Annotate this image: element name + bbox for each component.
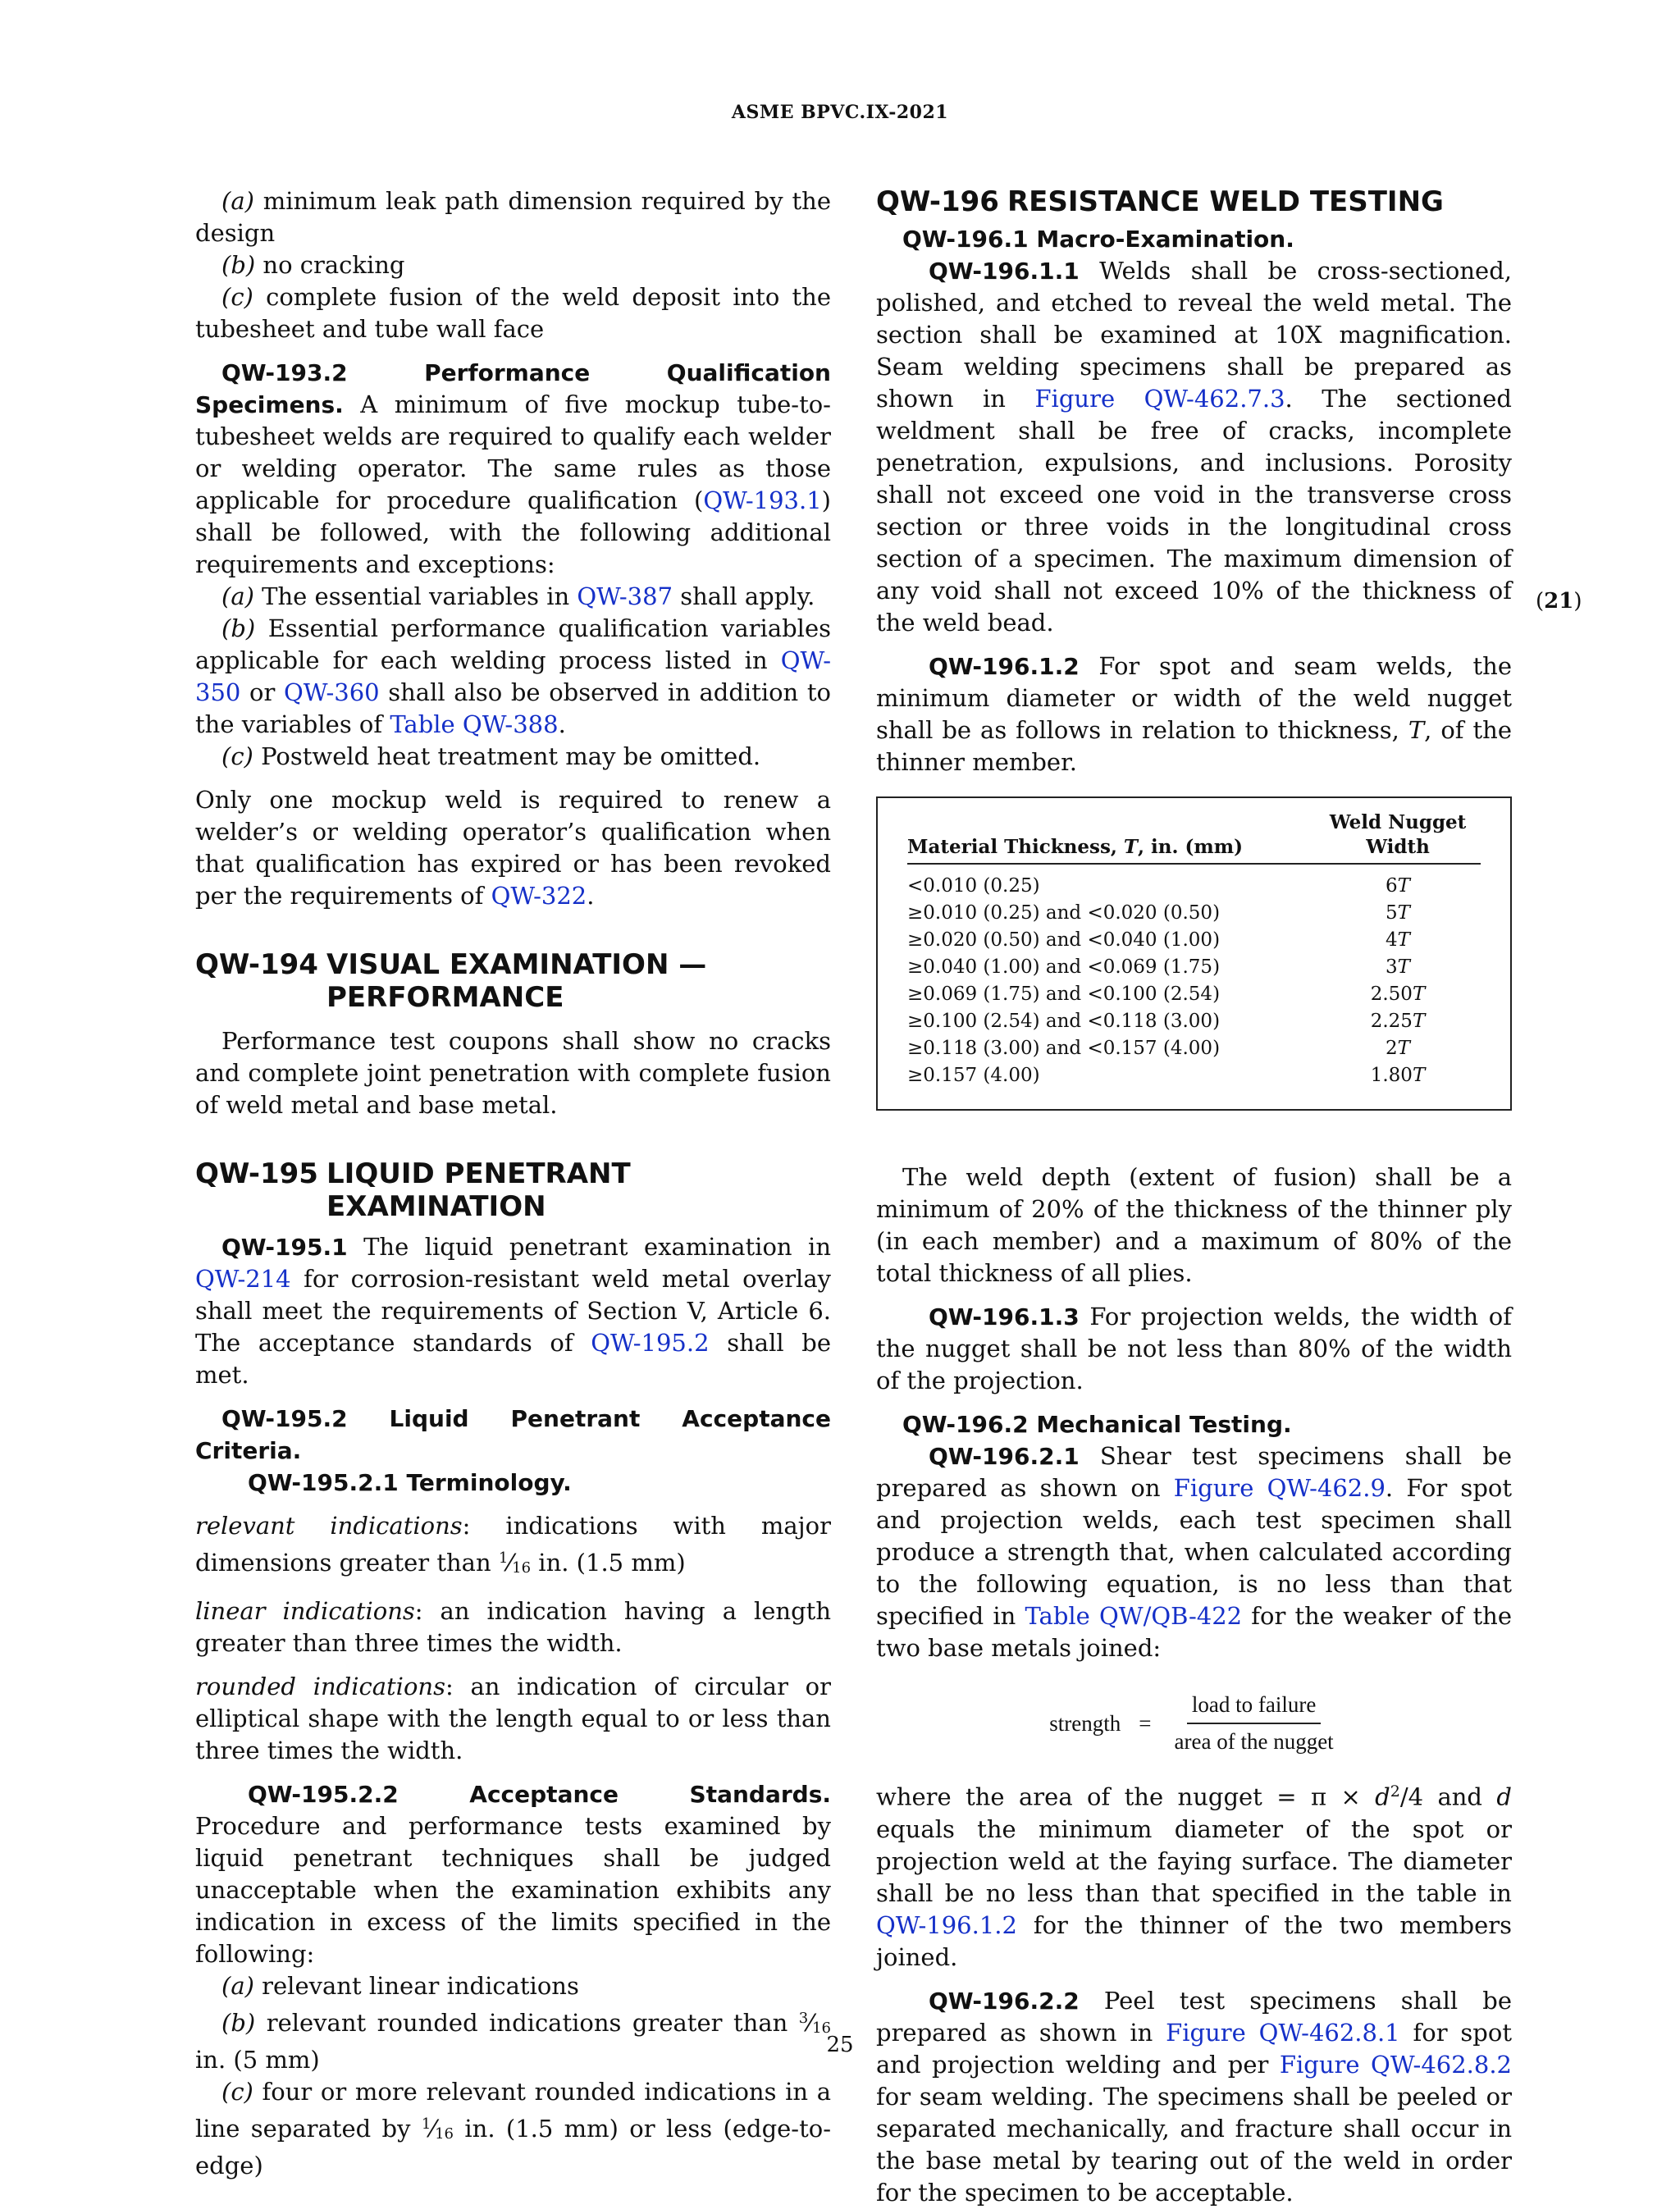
title-line: VISUAL EXAMINATION — bbox=[326, 948, 707, 981]
section-number: QW-195 bbox=[195, 1157, 318, 1190]
item-label: (a) bbox=[221, 582, 254, 610]
variable: T bbox=[1123, 836, 1139, 858]
text: for the weaker of the two base metals joined: bbox=[876, 1602, 1512, 1662]
section-number: QW-196 bbox=[876, 185, 999, 218]
width-cell bbox=[1315, 864, 1481, 900]
thickness-cell: ≥0.069 (1.75) and <0.100 (2.54) bbox=[907, 984, 1221, 1005]
qw-195-2-1-heading bbox=[195, 1467, 831, 1499]
frac-num: 1 bbox=[498, 1549, 509, 1567]
item-text: minimum leak path dimension required by the design bbox=[195, 187, 831, 247]
item-label: (a) bbox=[221, 187, 254, 215]
rounded-indications-definition bbox=[195, 1671, 831, 1767]
width-cell bbox=[1315, 927, 1481, 954]
term: linear indications bbox=[195, 1597, 415, 1625]
text: shall apply. bbox=[673, 582, 815, 610]
value: 1.80 bbox=[1370, 1065, 1413, 1086]
section-title bbox=[326, 948, 706, 1014]
equation-denominator: area of the nugget bbox=[1174, 1729, 1334, 1754]
qw-195-heading bbox=[195, 1157, 831, 1223]
qw-195-1-heading: QW-195.1 bbox=[221, 1234, 348, 1261]
text: in. (5 mm) bbox=[195, 2046, 320, 2074]
width-cell bbox=[1315, 1035, 1481, 1062]
link-qw-193-1[interactable]: QW-193.1 bbox=[703, 486, 822, 514]
text: where the area of the nugget = π × bbox=[876, 1782, 1376, 1811]
text: Width bbox=[1366, 836, 1430, 858]
text: Material Thickness, bbox=[907, 836, 1124, 858]
qw-196-1-heading bbox=[876, 223, 1512, 255]
fraction: $^1⁄_{16}$ bbox=[421, 2115, 454, 2143]
text: The liquid penetrant examination in bbox=[347, 1233, 831, 1261]
weld-depth-paragraph: The weld depth (extent of fusion) shall be a minimum of 20% of the thickness of the thinner ply (in each member) and a maximum of 80% of the total thickness of all plies. bbox=[876, 1163, 1512, 1287]
item-label: (b) bbox=[221, 2009, 256, 2037]
weld-nugget-table bbox=[876, 796, 1512, 1111]
list-item-c bbox=[195, 281, 831, 345]
revision-note: (21) bbox=[1536, 589, 1582, 614]
section-number: QW-194 bbox=[195, 948, 318, 981]
variable: T bbox=[1397, 929, 1410, 951]
list-item-b bbox=[195, 249, 831, 281]
qw-193-2-item-a bbox=[195, 581, 831, 613]
text: four or more relevant rounded indications in a line separated by bbox=[195, 2078, 831, 2143]
item-text: no cracking bbox=[255, 251, 405, 279]
qw-193-2-item-b bbox=[195, 613, 831, 741]
text: relevant linear indications bbox=[253, 1972, 579, 2000]
qw-196-2-heading bbox=[876, 1408, 1512, 1440]
list-item-a bbox=[195, 185, 831, 249]
text: The essential variables in bbox=[253, 582, 578, 610]
item-label: (c) bbox=[221, 742, 253, 770]
link-qw-195-2[interactable]: QW-195.2 bbox=[591, 1329, 710, 1357]
equation-lhs: strength bbox=[1049, 1710, 1121, 1736]
equals-sign: = bbox=[1139, 1710, 1152, 1736]
acceptance-item-c bbox=[195, 2076, 831, 2182]
running-header: ASME BPVC.IX-2021 bbox=[731, 102, 949, 123]
table-row bbox=[907, 981, 1481, 1008]
value: 2.25 bbox=[1370, 1011, 1413, 1032]
frac-den: 16 bbox=[435, 2125, 454, 2143]
text: for corrosion-resistant weld metal overlay shall meet the requirements of Section V, Article 6. The acceptance standards of bbox=[195, 1265, 831, 1357]
link-qw-350[interactable]: QW-350 bbox=[195, 646, 831, 706]
text: relevant rounded indications greater than bbox=[255, 2009, 799, 2037]
subheading: QW-195.2.1 Terminology. bbox=[248, 1469, 572, 1496]
text: Only one mockup weld is required to renew a welder’s or welding operator’s qualification when that qualification has expired or has been revoked per the requirements of bbox=[195, 786, 831, 910]
qw-196-2-1-heading: QW-196.2.1 bbox=[929, 1443, 1080, 1470]
value: 3 bbox=[1386, 956, 1398, 978]
width-cell bbox=[1315, 900, 1481, 927]
qw-196-1-3-paragraph bbox=[876, 1301, 1512, 1397]
nugget-area-paragraph bbox=[876, 1776, 1512, 1974]
section-title: RESISTANCE WELD TESTING bbox=[1007, 185, 1444, 218]
value: 6 bbox=[1386, 875, 1398, 897]
text: . bbox=[587, 882, 595, 910]
item-label: (b) bbox=[221, 614, 256, 642]
qw-193-2-heading: QW-193.2 Performance Qualification Specimens. bbox=[195, 359, 831, 418]
width-cell bbox=[1315, 1008, 1481, 1035]
qw-196-1-1-heading: QW-196.1.1 bbox=[929, 258, 1080, 285]
item-label: (c) bbox=[221, 283, 253, 311]
section-title: LIQUID PENETRANT EXAMINATION bbox=[326, 1157, 631, 1223]
thickness-cell: <0.010 (0.25) bbox=[907, 875, 1040, 897]
fraction: $^3⁄_{16}$ bbox=[798, 2009, 831, 2037]
value: 5 bbox=[1386, 902, 1398, 924]
nugget-width-table bbox=[907, 810, 1481, 1089]
relevant-indications-definition bbox=[195, 1510, 831, 1584]
page-number: 25 bbox=[826, 2033, 854, 2057]
qw-196-heading bbox=[876, 185, 1512, 218]
link-qw-196-1-2[interactable]: QW-196.1.2 bbox=[876, 1910, 1017, 1939]
subheading: QW-195.2 Liquid Penetrant Acceptance Criteria. bbox=[195, 1405, 831, 1464]
variable: T bbox=[1397, 1038, 1410, 1059]
text: /4 and bbox=[1399, 1782, 1497, 1811]
text: for seam welding. The specimens shall be peeled or separated mechanically, and fracture shall occur in the base metal by tearing out of the weld in order for the specimen to be acceptable. bbox=[876, 2082, 1512, 2207]
link-figure-qw-462-7-3[interactable]: Figure QW-462.7.3 bbox=[1034, 385, 1285, 413]
text: For spot and seam welds, the minimum diameter or width of the weld nugget shall be as follows in relation to thickness, bbox=[876, 652, 1512, 744]
text: ) shall be followed, with the following additional requirements and exceptions: bbox=[195, 486, 831, 578]
equation-numerator: load to failure bbox=[1187, 1689, 1321, 1724]
subheading: QW-196.1 Macro-Examination. bbox=[902, 226, 1294, 253]
qw-195-2-heading bbox=[195, 1403, 831, 1467]
table-row bbox=[907, 927, 1481, 954]
text: Peel test specimens shall be prepared as shown in bbox=[876, 1986, 1512, 2047]
equation-fraction bbox=[1170, 1689, 1339, 1758]
link-table-qw-qb-422[interactable]: Table QW/QB-422 bbox=[1025, 1602, 1243, 1630]
link-qw-214[interactable]: QW-214 bbox=[195, 1265, 291, 1293]
table-header-row bbox=[907, 810, 1481, 864]
renewal-paragraph bbox=[195, 784, 831, 912]
qw-196-1-2-heading: QW-196.1.2 bbox=[929, 653, 1080, 680]
value: 2.50 bbox=[1370, 984, 1413, 1005]
variable: T bbox=[1408, 716, 1425, 744]
qw-196-1-1-paragraph bbox=[876, 255, 1512, 639]
variable: T bbox=[1412, 984, 1426, 1005]
link-qw-322[interactable]: QW-322 bbox=[491, 882, 587, 910]
qw-194-paragraph: Performance test coupons shall show no cracks and complete joint penetration with complete fusion of weld metal and base metal. bbox=[195, 1027, 831, 1119]
item-label: (a) bbox=[221, 1972, 254, 2000]
thickness-cell: ≥0.010 (0.25) and <0.020 (0.50) bbox=[907, 902, 1221, 924]
variable: T bbox=[1397, 902, 1410, 924]
text: : an indication of circular or elliptical shape with the length equal to or less than three times the width. bbox=[195, 1673, 831, 1764]
qw-193-2-paragraph bbox=[195, 357, 831, 581]
strength-equation bbox=[876, 1689, 1512, 1758]
text: Essential performance qualification variables applicable for each welding process listed in bbox=[195, 614, 831, 674]
table-row bbox=[907, 1062, 1481, 1089]
thickness-cell: ≥0.020 (0.50) and <0.040 (1.00) bbox=[907, 929, 1221, 951]
link-figure-qw-462-8-2[interactable]: Figure QW-462.8.2 bbox=[1279, 2050, 1513, 2079]
text: Postweld heat treatment may be omitted. bbox=[253, 742, 761, 770]
text: . bbox=[558, 710, 566, 738]
variable: d bbox=[1375, 1782, 1390, 1811]
table-row bbox=[907, 954, 1481, 981]
qw-196-1-2-paragraph bbox=[876, 650, 1512, 778]
text: for spot and projection welding and per bbox=[876, 2018, 1512, 2079]
qw-195-1-paragraph bbox=[195, 1231, 831, 1391]
frac-den: 16 bbox=[812, 2020, 831, 2037]
thickness-cell: ≥0.040 (1.00) and <0.069 (1.75) bbox=[907, 956, 1221, 978]
linear-indications-definition bbox=[195, 1595, 831, 1659]
variable: T bbox=[1412, 1065, 1426, 1086]
text: Weld Nugget bbox=[1329, 811, 1467, 833]
text: Welds shall be cross-sectioned, polished, and etched to reveal the weld metal. The section shall be examined at 10X magnification. Seam welding specimens shall be prepared as shown in bbox=[876, 257, 1512, 413]
text: , of the thinner member. bbox=[876, 716, 1512, 776]
frac-den: 16 bbox=[512, 1559, 532, 1577]
qw-194-heading bbox=[195, 948, 831, 1014]
term: relevant indications bbox=[195, 1512, 463, 1540]
column-header-thickness bbox=[907, 810, 1315, 864]
link-table-qw-388[interactable]: Table QW-388 bbox=[390, 710, 559, 738]
width-cell bbox=[1315, 954, 1481, 981]
text: : an indication having a length greater than three times the width. bbox=[195, 1597, 831, 1657]
variable: d bbox=[1496, 1782, 1512, 1811]
qw-195-2-2-paragraph bbox=[195, 1778, 831, 1970]
text: Procedure and performance tests examined by liquid penetrant techniques shall be judged unacceptable when the examination exhibits any indication in excess of the limits specified in the following: bbox=[195, 1812, 831, 1968]
frac-num: 3 bbox=[798, 2010, 809, 2027]
subheading: QW-196.2 Mechanical Testing. bbox=[902, 1411, 1292, 1438]
link-qw-360[interactable]: QW-360 bbox=[283, 678, 380, 706]
qw-196-1-3-heading: QW-196.1.3 bbox=[929, 1303, 1080, 1330]
qw-196-2-2-heading: QW-196.2.2 bbox=[929, 1987, 1080, 2015]
value: 2 bbox=[1386, 1038, 1398, 1059]
title-line: PERFORMANCE bbox=[326, 981, 564, 1014]
table-row bbox=[907, 864, 1481, 900]
width-cell bbox=[1315, 1062, 1481, 1089]
text: For projection welds, the width of the nugget shall be not less than 80% of the width of the projection. bbox=[876, 1303, 1512, 1394]
thickness-cell: ≥0.118 (3.00) and <0.157 (4.00) bbox=[907, 1038, 1221, 1059]
text: in. (1.5 mm) bbox=[531, 1549, 686, 1577]
link-figure-qw-462-9[interactable]: Figure QW-462.9 bbox=[1173, 1474, 1386, 1502]
variable: T bbox=[1397, 875, 1410, 897]
column-header-width bbox=[1315, 810, 1481, 864]
text: A minimum of five mockup tube-to-tubesheet welds are required to qualify each welder or welding operator. The same rules as those applicable for procedure qualification ( bbox=[195, 390, 831, 514]
text: for the thinner of the two members joined. bbox=[876, 1910, 1512, 1971]
link-figure-qw-462-8-1[interactable]: Figure QW-462.8.1 bbox=[1166, 2018, 1400, 2047]
value: 4 bbox=[1386, 929, 1398, 951]
term: rounded indications bbox=[195, 1673, 445, 1700]
table-row bbox=[907, 1035, 1481, 1062]
variable: T bbox=[1397, 956, 1410, 978]
text: shall be met. bbox=[195, 1329, 832, 1389]
left-column bbox=[195, 185, 831, 2182]
table-row bbox=[907, 1008, 1481, 1035]
revision-number: 21 bbox=[1544, 589, 1574, 614]
fraction: $^1⁄_{16}$ bbox=[498, 1549, 532, 1577]
qw-196-2-2-paragraph bbox=[876, 1985, 1512, 2209]
acceptance-item-a bbox=[195, 1970, 831, 2002]
qw-195-2-2-heading: QW-195.2.2 Acceptance Standards. bbox=[248, 1781, 831, 1808]
text: : indications with major dimensions greater than bbox=[195, 1512, 831, 1577]
text: Shear test specimens shall be prepared as shown on bbox=[876, 1442, 1512, 1502]
item-label: (b) bbox=[221, 251, 256, 279]
width-cell bbox=[1315, 981, 1481, 1008]
text: shall also be observed in addition to the variables of bbox=[195, 678, 831, 738]
variable: T bbox=[1412, 1011, 1426, 1032]
thickness-cell: ≥0.100 (2.54) and <0.118 (3.00) bbox=[907, 1011, 1221, 1032]
frac-num: 1 bbox=[421, 2115, 431, 2133]
text: or bbox=[240, 678, 284, 706]
text: equals the minimum diameter of the spot or projection weld at the faying surface. The diameter shall be no less than that specified in the table in bbox=[876, 1814, 1512, 1907]
thickness-cell: ≥0.157 (4.00) bbox=[907, 1065, 1040, 1086]
text: . The sectioned weldment shall be free of cracks, incomplete penetration, expulsions, and inclusions. Porosity shall not exceed one void in the transverse cross section or three voids in the longitudinal cross section of a specimen. The maximum dimension of any void shall not exceed 10% of the thickness of the weld bead. bbox=[876, 385, 1512, 637]
right-column bbox=[876, 185, 1512, 2209]
text: . For spot and projection welds, each test specimen shall produce a strength that, when calculated according to the following equation, is no less than that specified in bbox=[876, 1474, 1512, 1630]
link-qw-387[interactable]: QW-387 bbox=[577, 582, 673, 610]
text: , in. (mm) bbox=[1138, 836, 1243, 858]
qw-193-2-item-c bbox=[195, 741, 831, 773]
table-row bbox=[907, 900, 1481, 927]
item-text: complete fusion of the weld deposit into the tubesheet and tube wall face bbox=[195, 283, 831, 343]
text: in. (1.5 mm) or less (edge-to-edge) bbox=[195, 2115, 832, 2179]
exponent: 2 bbox=[1390, 1782, 1400, 1801]
qw-196-2-1-paragraph bbox=[876, 1440, 1512, 1664]
item-label: (c) bbox=[221, 2078, 253, 2106]
